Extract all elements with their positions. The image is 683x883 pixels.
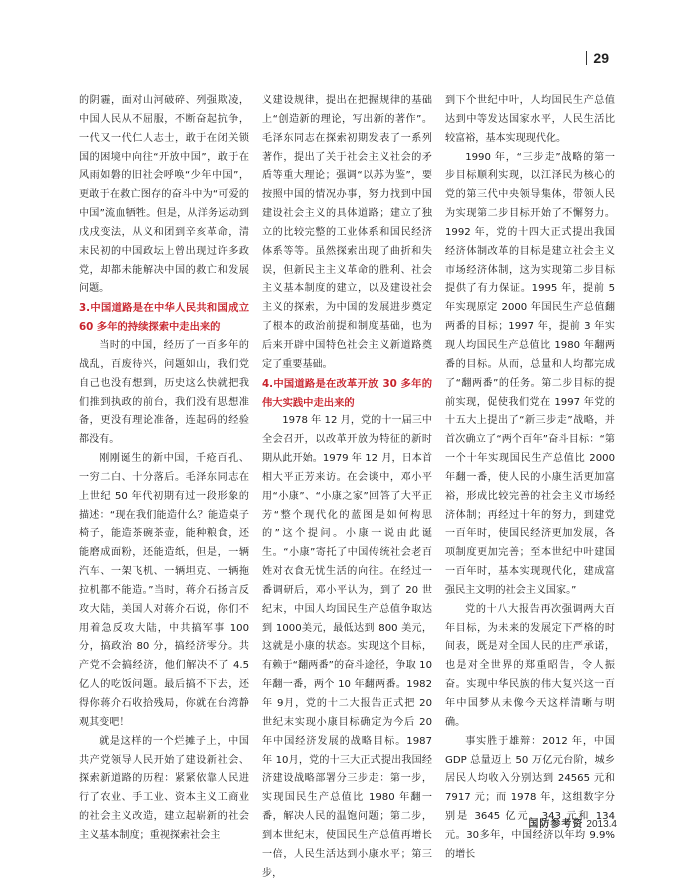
column-3: [445, 92, 615, 865]
paragraph: 到下个世纪中叶，人均国民生产总值达到中等发达国家水平，人民生活比较富裕，基本实现现代化。: [445, 95, 615, 144]
paragraph: 义建设规律，提出在把握规律的基础上“创造新的理论，写出新的著作”。毛泽东同志在探索初期发表了一系列著作，提出了关于社会主义社会的矛盾等重大理论；强调“以苏为鉴”，要按照中国的情况办事，努力找到中国建设社会主义的具体道路；建立了独立的比较完整的工业体系和国民经济体系等等。虽然探索出现了曲折和失误，但新民主主义革命的胜利、社会主义基本制度的建立，以及建设社会主义的探索，为中国的发展进步奠定了根本的政治前提和制度基础，也为后来开辟中国特色社会主义新道路奠定了重要基础。: [262, 95, 432, 370]
paragraph: 1990 年，“三步走”战略的第一步目标顺利实现，以江泽民为核心的党的第三代中央领导集体，带领人民为实现第二步目标开始了不懈努力。1992 年，党的十四大正式提出我国经济体制改革的目标是建立社会主义市场经济体制，这为实现第二步目标提供了有力保证。1995 年，提前 5 年实现原定 2000 年国民生产总值翻两番的目标；1997 年，提前 3 年实现人均国民生产总值比 1980 年翻两番的目标。从而，总量和人均都完成了“翻两番”的任务。第二步目标的提前实现，促使我们党在 1997 年党的十五大上提出了“新三步走”战略，并首次确立了“两个百年”奋斗目标：“第一个十年实现国民生产总值比 2000 年翻一番，使人民的小康生活更加富裕，形成比较完善的社会主义市场经济体制；再经过十年的努力，到建党一百年时，使国民经济更加发展，各项制度更加完善；至本世纪中叶建国一百年时，基本实现现代化，建成富强民主文明的社会主义国家。”: [445, 151, 615, 596]
page-number-rule: [586, 51, 587, 65]
footer: [528, 815, 617, 830]
paragraph: 事实胜于雄辩：2012 年，中国 GDP 总量迈上 50 万亿元台阶，城乡居民人均收入分别达到 24565 元和 7917 元；而 1978 年，这组数字分别是 3645 亿元、343 元和 134 元。30多年，中国经济以年均 9.9%的增长: [445, 735, 615, 860]
paragraph: 1978 年 12 月，党的十一届三中全会召开，以改革开放为特征的新时期从此开始。1979 年 12 月，日本首相大平正芳来访。在会谈中，邓小平用“小康”、“小康之家”回答了大平正芳“整个现代化的蓝图是如何构思的”这个提问。小康一说由此诞生。“小康”寄托了中国传统社会老百姓对衣食无忧生活的向往。在经过一番调研后，邓小平认为，到了 20 世纪末，中国人均国民生产总值争取达到 1000美元，最低达到 800 美元，这就是小康的状态。实现这个目标，有赖于“翻两番”的奋斗途径，争取 10 年翻一番，两个 10 年翻两番。1982 年 9月，党的十二大报告正式把 20 世纪末实现小康目标确定为今后 20 年中国经济发展的战略目标。1987 年 10月，党的十三大正式提出我国经济建设战略部署分三步走：第一步，实现国民生产总值比 1980 年翻一番，解决人民的温饱问题；第二步，到本世纪末，使国民生产总值再增长一倍，人民生活达到小康水平；第三步，: [262, 415, 432, 879]
paragraph: 刚刚诞生的新中国，千疮百孔、一穷二白、十分落后。毛泽东同志在上世纪 50 年代初期有过一段形象的描述：“现在我们能造什么？能造桌子椅子，能造茶碗茶壶，能种粮食，还能磨成面粉，还能造纸，但是，一辆汽车、一架飞机、一辆坦克、一辆拖拉机都不能造。”当时，蒋介石扬言反攻大陆，美国人对蒋介石说，你们不用着急反攻大陆，中共搞军事 100 分，搞政治 80 分，搞经济零分。共产党不会搞经济，他们解决不了 4.5 亿人的吃饭问题。最后搞不下去，还得你蒋介石收拾残局，你就在台湾静观其变吧！: [79, 453, 249, 728]
issue-number: 2013.4: [586, 819, 617, 830]
page-number: [586, 50, 609, 66]
paragraph: 党的十八大报告再次强调两大百年目标，为未来的发展定下严格的时间表，既是对全国人民的庄严承诺，也是对全世界的郑重昭告，令人振奋。实现中华民族的伟大复兴这一百年中国梦从未像今天这样清晰与明确。: [445, 603, 615, 728]
magazine-logo: 国防参考资: [528, 819, 584, 830]
paragraph: 就是这样的一个烂摊子上，中国共产党领导人民开始了建设新社会、探索新道路的历程：紧紧依靠人民进行了农业、手工业、资本主义工商业的社会主义改造，建立起崭新的社会主义基本制度；重视探索社会主: [79, 735, 249, 841]
paragraph: 的阴霾，面对山河破碎、列强欺凌，中国人民从不屈服，不断奋起抗争，一代又一代仁人志士，敢于在闭关锁国的困境中向往“开放中国”，敢于在风雨如磐的旧社会呼唤“少年中国”，更敢于在救亡图存的奋斗中为“可爱的中国”流血牺牲。但是，从洋务运动到戊戌变法，从义和团到辛亥革命，清末民初的中国政坛上曾出现过许多政党，却都未能解决中国的救亡和发展问题。: [79, 95, 249, 295]
paragraph: 当时的中国，经历了一百多年的战乱，百废待兴，问题如山，我们党自己也没有想到，历史这么快就把我们推到执政的前台，我们没有思想准备，更没有理论准备，连起码的经验都没有。: [79, 339, 249, 446]
section-heading-4: 4.中国道路是在改革开放 30 多年的伟大实践中走出来的: [262, 377, 432, 409]
column-1: [79, 92, 249, 846]
page-number-text: 29: [593, 50, 609, 66]
column-2: [262, 92, 432, 883]
section-heading-3: 3.中国道路是在中华人民共和国成立 60 多年的持续探索中走出来的: [79, 302, 249, 334]
